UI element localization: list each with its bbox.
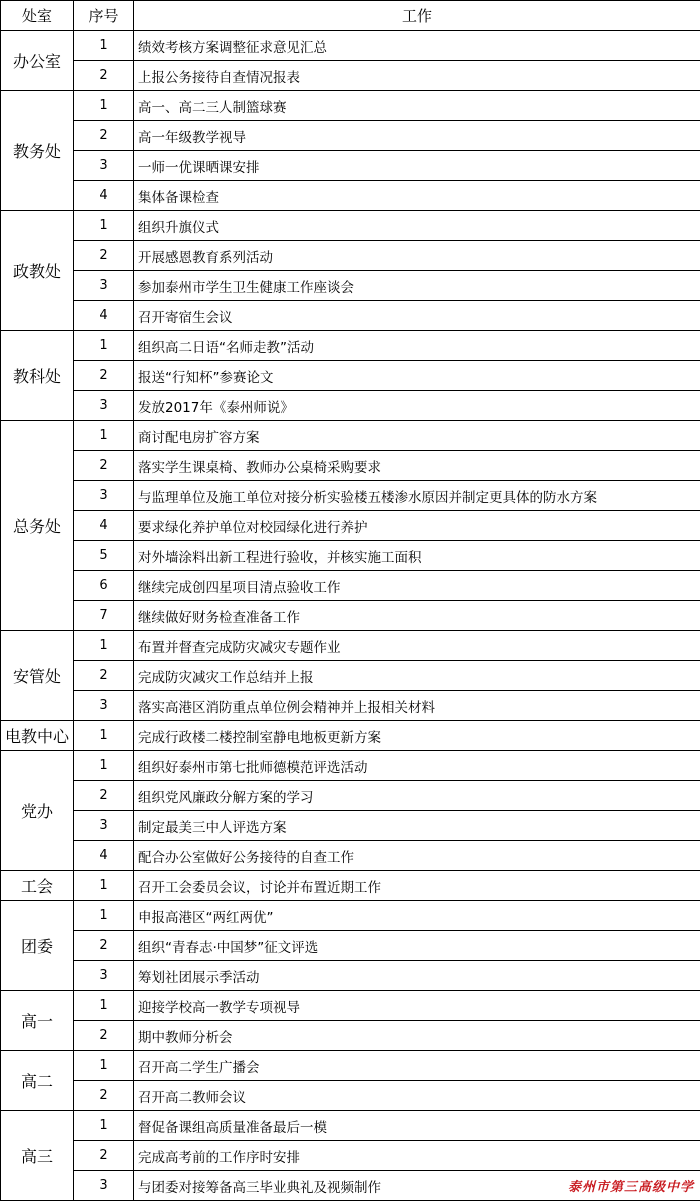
task-description-cell: 与监理单位及施工单位对接分析实验楼五楼渗水原因并制定更具体的防水方案: [134, 481, 700, 511]
department-cell: 党办: [1, 751, 74, 871]
table-row: [1, 181, 700, 211]
table-row: [1, 601, 700, 631]
table-row: [1, 391, 700, 421]
table-row: [1, 271, 700, 301]
task-number-cell: 1: [74, 1051, 134, 1081]
task-description-cell: 组织好泰州市第七批师德模范评选活动: [134, 751, 700, 781]
task-description-cell: 配合办公室做好公务接待的自查工作: [134, 841, 700, 871]
table-row: [1, 961, 700, 991]
task-description-cell: 集体备课检查: [134, 181, 700, 211]
task-number-cell: 2: [74, 931, 134, 961]
table-row: [1, 571, 700, 601]
task-description-cell: 商讨配电房扩容方案: [134, 421, 700, 451]
task-number-cell: 1: [74, 901, 134, 931]
task-description-cell: 完成防灾减灾工作总结并上报: [134, 661, 700, 691]
table-row: [1, 781, 700, 811]
task-number-cell: 2: [74, 61, 134, 91]
task-description-cell: 督促备课组高质量准备最后一模: [134, 1111, 700, 1141]
department-cell: 教务处: [1, 91, 74, 211]
task-description-cell: 开展感恩教育系列活动: [134, 241, 700, 271]
table-row: [1, 1141, 700, 1171]
task-description-cell: 制定最美三中人评选方案: [134, 811, 700, 841]
task-description-cell: 迎接学校高一教学专项视导: [134, 991, 700, 1021]
task-description-cell: 报送“行知杯”参赛论文: [134, 361, 700, 391]
task-description-cell: 期中教师分析会: [134, 1021, 700, 1051]
department-cell: 团委: [1, 901, 74, 991]
task-description-cell: 召开高二教师会议: [134, 1081, 700, 1111]
task-description-cell: 对外墙涂料出新工程进行验收，并核实施工面积: [134, 541, 700, 571]
task-number-cell: 2: [74, 241, 134, 271]
table-row: [1, 511, 700, 541]
department-cell: 电教中心: [1, 721, 74, 751]
task-description-cell: 发放2017年《泰州师说》: [134, 391, 700, 421]
department-cell: 高二: [1, 1051, 74, 1111]
task-number-cell: 4: [74, 511, 134, 541]
table-row: [1, 121, 700, 151]
task-number-cell: 3: [74, 961, 134, 991]
department-cell: 政教处: [1, 211, 74, 331]
table-body: [1, 31, 700, 1201]
table-row: [1, 1051, 700, 1081]
table-row: [1, 421, 700, 451]
task-number-cell: 4: [74, 301, 134, 331]
department-cell: 高一: [1, 991, 74, 1051]
department-cell: 安管处: [1, 631, 74, 721]
task-number-cell: 3: [74, 691, 134, 721]
table-row: [1, 301, 700, 331]
table-row: [1, 751, 700, 781]
table-row: [1, 931, 700, 961]
department-cell: 工会: [1, 871, 74, 901]
task-number-cell: 5: [74, 541, 134, 571]
task-description-cell: 落实学生课桌椅、教师办公桌椅采购要求: [134, 451, 700, 481]
table-row: [1, 91, 700, 121]
task-number-cell: 1: [74, 211, 134, 241]
table-row: [1, 631, 700, 661]
task-number-cell: 3: [74, 811, 134, 841]
task-description-cell: 上报公务接待自查情况报表: [134, 61, 700, 91]
task-number-cell: 3: [74, 151, 134, 181]
header-row: [1, 1, 700, 31]
task-description-cell: 筹划社团展示季活动: [134, 961, 700, 991]
table-row: [1, 1081, 700, 1111]
task-number-cell: 1: [74, 31, 134, 61]
table-row: [1, 811, 700, 841]
header-num: 序号: [74, 1, 134, 31]
school-watermark: 泰州市第三高级中学: [567, 1180, 694, 1195]
table-row: [1, 61, 700, 91]
table-row: [1, 841, 700, 871]
table-row: [1, 241, 700, 271]
task-number-cell: 2: [74, 1021, 134, 1051]
task-number-cell: 2: [74, 781, 134, 811]
table-row: [1, 721, 700, 751]
table-row: [1, 361, 700, 391]
table-row: [1, 211, 700, 241]
task-number-cell: 1: [74, 421, 134, 451]
task-number-cell: 1: [74, 721, 134, 751]
task-number-cell: 2: [74, 1081, 134, 1111]
task-number-cell: 1: [74, 1111, 134, 1141]
task-description-cell: 绩效考核方案调整征求意见汇总: [134, 31, 700, 61]
task-number-cell: 6: [74, 571, 134, 601]
task-number-cell: 2: [74, 451, 134, 481]
table-row: [1, 151, 700, 181]
task-number-cell: 1: [74, 991, 134, 1021]
task-description-cell: 召开工会委员会议，讨论并布置近期工作: [134, 871, 700, 901]
task-number-cell: 3: [74, 481, 134, 511]
table-row: [1, 1021, 700, 1051]
task-number-cell: 2: [74, 1141, 134, 1171]
department-cell: 总务处: [1, 421, 74, 631]
task-number-cell: 3: [74, 391, 134, 421]
task-number-cell: 3: [74, 1171, 134, 1201]
task-description-cell: 与团委对接筹备高三毕业典礼及视频制作: [134, 1171, 700, 1201]
task-description-cell: 组织党风廉政分解方案的学习: [134, 781, 700, 811]
task-number-cell: 4: [74, 181, 134, 211]
task-number-cell: 1: [74, 91, 134, 121]
department-cell: 教科处: [1, 331, 74, 421]
task-number-cell: 3: [74, 271, 134, 301]
table-row: [1, 661, 700, 691]
table-row: [1, 331, 700, 361]
task-description-cell: 完成行政楼二楼控制室静电地板更新方案: [134, 721, 700, 751]
table-row: [1, 901, 700, 931]
table-row: [1, 541, 700, 571]
task-description-cell: 高一、高二三人制篮球赛: [134, 91, 700, 121]
task-description-cell: 召开高二学生广播会: [134, 1051, 700, 1081]
task-description-cell: 高一年级教学视导: [134, 121, 700, 151]
table-row: [1, 481, 700, 511]
department-cell: 办公室: [1, 31, 74, 91]
table-row: [1, 451, 700, 481]
task-number-cell: 1: [74, 331, 134, 361]
task-description-cell: 组织“青春志·中国梦”征文评选: [134, 931, 700, 961]
table-row: [1, 871, 700, 901]
task-description-cell: 布置并督查完成防灾减灾专题作业: [134, 631, 700, 661]
task-number-cell: 2: [74, 661, 134, 691]
task-description-cell: 继续做好财务检查准备工作: [134, 601, 700, 631]
task-number-cell: 4: [74, 841, 134, 871]
task-number-cell: 1: [74, 751, 134, 781]
table-row: [1, 1111, 700, 1141]
task-description-cell: 组织高二日语“名师走教”活动: [134, 331, 700, 361]
task-description-cell: 继续完成创四星项目清点验收工作: [134, 571, 700, 601]
task-number-cell: 7: [74, 601, 134, 631]
task-description-cell: 落实高港区消防重点单位例会精神并上报相关材料: [134, 691, 700, 721]
task-number-cell: 1: [74, 871, 134, 901]
table-row: [1, 31, 700, 61]
header-dept: 处室: [1, 1, 74, 31]
task-description-cell: 要求绿化养护单位对校园绿化进行养护: [134, 511, 700, 541]
task-description-cell: 完成高考前的工作序时安排: [134, 1141, 700, 1171]
task-number-cell: 1: [74, 631, 134, 661]
task-description-cell: 参加泰州市学生卫生健康工作座谈会: [134, 271, 700, 301]
task-description-cell: 一师一优课晒课安排: [134, 151, 700, 181]
task-number-cell: 2: [74, 361, 134, 391]
header-task: 工作: [134, 1, 700, 31]
task-number-cell: 2: [74, 121, 134, 151]
task-description-cell: 组织升旗仪式: [134, 211, 700, 241]
table-row: [1, 691, 700, 721]
task-description-cell: 召开寄宿生会议: [134, 301, 700, 331]
task-description-cell: 申报高港区“两红两优”: [134, 901, 700, 931]
table-row: [1, 991, 700, 1021]
department-cell: 高三: [1, 1111, 74, 1201]
